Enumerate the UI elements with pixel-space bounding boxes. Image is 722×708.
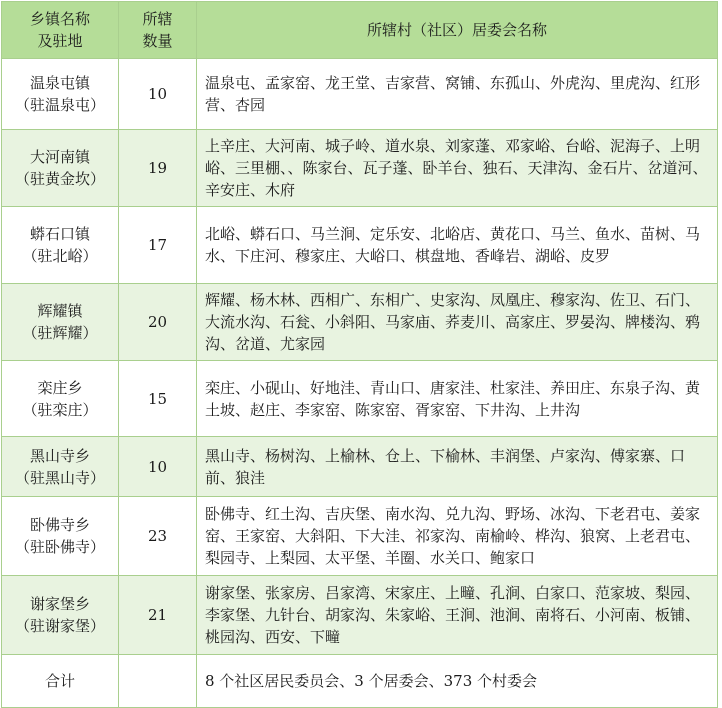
- town-cell: [2, 437, 119, 497]
- town-name: 卧佛寺乡: [29, 516, 90, 534]
- village-list: 上辛庄、大河南、城子岭、道水泉、刘家蓬、邓家峪、台峪、泥海子、上明峪、三里棚、、陈家台、瓦子蓬、卧羊台、独石、天津沟、金石片、岔道河、辛安庄、木府: [197, 130, 718, 207]
- town-name: 黑山寺乡: [29, 446, 90, 465]
- village-list: 温泉屯、孟家窑、龙王堂、吉家营、窝铺、东孤山、外虎沟、里虎沟、红形营、杏园: [197, 59, 718, 130]
- town-seat: （驻黑山寺）: [14, 468, 105, 487]
- total-row: [2, 655, 718, 708]
- table-row: [2, 207, 718, 284]
- town-name: 辉耀镇: [37, 302, 83, 320]
- village-count: 19: [119, 130, 197, 207]
- table-row: [2, 437, 718, 497]
- village-list: 黑山寺、杨树沟、上榆林、仓上、下榆林、丰润堡、卢家沟、傅家寨、口前、狼洼: [197, 437, 718, 497]
- township-village-table: [1, 1, 718, 708]
- village-list: 辉耀、杨木林、西相广、东相广、史家沟、凤凰庄、穆家沟、佐卫、石门、大流水沟、石瓮、小斜阳、马家庙、荞麦川、高家庄、罗晏沟、牌楼沟、鸦沟、岔道、尤家园: [197, 284, 718, 361]
- town-cell: [2, 207, 119, 284]
- town-seat: （驻栾庄）: [22, 400, 98, 419]
- town-seat: （驻温泉屯）: [14, 96, 105, 114]
- town-cell: [2, 361, 119, 437]
- village-count: 10: [119, 59, 197, 130]
- total-label: 合计: [2, 655, 119, 708]
- table-row: [2, 59, 718, 130]
- village-list: 谢家堡、张家房、吕家湾、宋家庄、上疃、孔涧、白家口、范家坡、梨园、李家堡、九针台、胡家沟、朱家峪、王涧、池涧、南将石、小河南、板铺、桃园沟、西安、下疃: [197, 576, 718, 655]
- town-seat: （驻卧佛寺）: [14, 538, 105, 556]
- town-cell: [2, 576, 119, 655]
- town-seat: （驻谢家堡）: [14, 617, 105, 635]
- town-seat: （驻辉耀）: [22, 324, 98, 342]
- village-count: 10: [119, 437, 197, 497]
- village-count: 17: [119, 207, 197, 284]
- town-cell: [2, 59, 119, 130]
- village-list: 北峪、蟒石口、马兰涧、定乐安、北峪店、黄花口、马兰、鱼水、苗树、马水、下庄河、穆家庄、大峪口、棋盘地、香峰岩、湖峪、皮罗: [197, 207, 718, 284]
- town-column-header: [2, 2, 119, 59]
- village-count: 20: [119, 284, 197, 361]
- town-seat: （驻黄金坎）: [14, 170, 105, 188]
- village-list: 卧佛寺、红土沟、吉庆堡、南水沟、兑九沟、野场、冰沟、下老君屯、姜家窑、王家窑、大斜阳、下大洼、祁家沟、南榆岭、桦沟、狼窝、上老君屯、梨园寺、上梨园、太平堡、羊圈、水关口、鲍家口: [197, 497, 718, 576]
- town-header-line1: 乡镇名称: [29, 10, 90, 28]
- table-row: [2, 130, 718, 207]
- town-cell: [2, 130, 119, 207]
- total-count-blank: [119, 655, 197, 708]
- town-header-line2: 及驻地: [37, 32, 83, 50]
- count-header-line1: 所辖: [142, 10, 173, 28]
- town-name: 大河南镇: [29, 148, 90, 166]
- town-name: 谢家堡乡: [29, 595, 90, 613]
- town-name: 蟒石口镇: [29, 225, 90, 243]
- count-header-line2: 数量: [142, 32, 173, 50]
- village-list: 栾庄、小砚山、好地洼、青山口、唐家洼、杜家洼、养田庄、东泉子沟、黄土坡、赵庄、李家窑、陈家窑、胥家窑、下井沟、上井沟: [197, 361, 718, 437]
- total-summary: 8 个社区居民委员会、3 个居委会、373 个村委会: [197, 655, 718, 708]
- villages-column-header: 所辖村（社区）居委会名称: [197, 2, 718, 59]
- village-count: 21: [119, 576, 197, 655]
- village-count: 23: [119, 497, 197, 576]
- town-name: 栾庄乡: [37, 378, 83, 397]
- town-name: 温泉屯镇: [29, 74, 90, 92]
- town-cell: [2, 284, 119, 361]
- village-count: 15: [119, 361, 197, 437]
- table-row: [2, 497, 718, 576]
- header-row: [2, 2, 718, 59]
- table-row: [2, 284, 718, 361]
- town-seat: （驻北峪）: [22, 247, 98, 265]
- table-row: [2, 576, 718, 655]
- table-row: [2, 361, 718, 437]
- count-column-header: [119, 2, 197, 59]
- town-cell: [2, 497, 119, 576]
